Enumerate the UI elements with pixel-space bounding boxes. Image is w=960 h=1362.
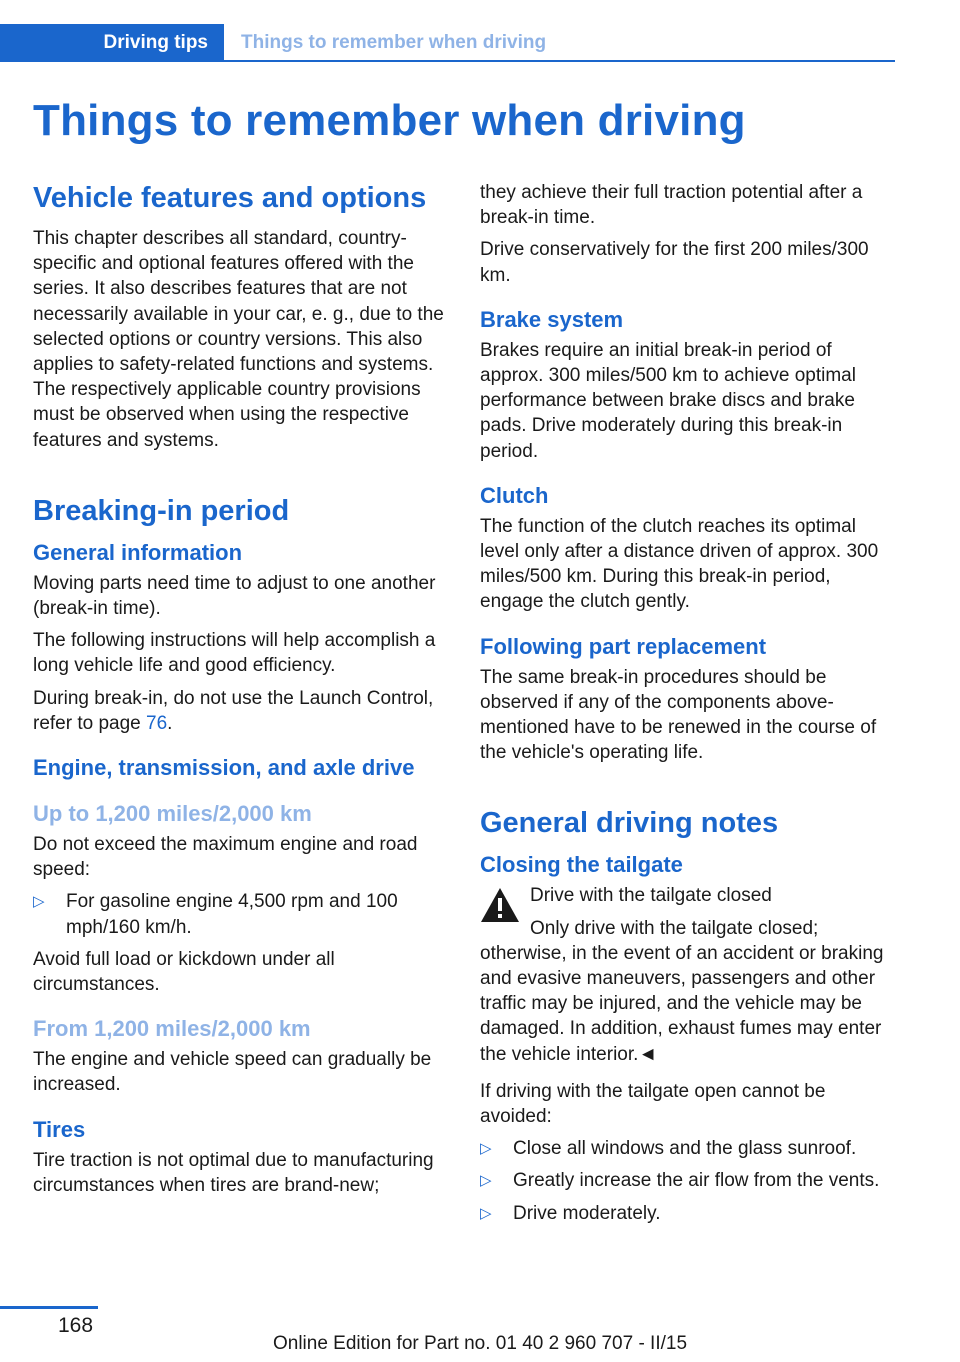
section-heading-breaking-in: Breaking-in period — [33, 494, 290, 527]
left-column — [33, 180, 451, 1205]
page-number: 168 — [58, 1314, 94, 1337]
subheading-brake-system: Brake system — [480, 306, 624, 332]
general-info-p3 — [33, 686, 451, 736]
edition-footer: Online Edition for Part no. 01 40 2 960 707 - II/15 — [272, 1333, 688, 1354]
bullet-text: Close all windows and the glass sunroof. — [513, 1138, 857, 1160]
tires-text: Tire traction is not optimal due to manufacturing circumstances when tires are brand-new; — [33, 1149, 434, 1196]
right-column — [480, 180, 898, 1233]
subheading-tires: Tires — [33, 1116, 86, 1142]
triangle-right-icon: ▷ — [480, 1140, 492, 1158]
replacement-text: The same break-in procedures should be observed if any of the components above-mentioned have to be renewed in the course of the vehicle's operating life. — [480, 666, 877, 764]
tailgate-bullet-list — [480, 1136, 898, 1226]
warning-title: Drive with the tailgate closed — [530, 885, 772, 907]
period: . — [167, 712, 173, 734]
subheading-up-to-1200: Up to 1,200 miles/2,000 km — [33, 801, 312, 827]
subheading-closing-tailgate: Closing the tailgate — [480, 852, 683, 878]
brake-text: Brakes require an initial break-in period of approx. 300 miles/500 km to achieve optimal performance between brake discs and brake pads. Drive moderately during this break-in period. — [480, 339, 856, 462]
subheading-from-1200: From 1,200 miles/2,000 km — [33, 1016, 311, 1042]
warning-triangle-icon — [480, 887, 520, 923]
launch-control-text: During break-in, do not use the Launch Control, refer to page — [33, 687, 434, 734]
breadcrumb[interactable]: Things to remember when driving — [241, 32, 547, 53]
bullet-text: Greatly increase the air flow from the vents. — [513, 1170, 880, 1192]
general-info-p1: Moving parts need time to adjust to one another (break-in time). — [33, 572, 436, 620]
header-underline — [0, 60, 895, 62]
header-bar — [0, 24, 895, 62]
page-title: Things to remember when driving — [33, 96, 746, 145]
tires-drive-text: Drive conservatively for the first 200 miles/300 km. — [480, 239, 869, 286]
subheading-engine-transmission: Engine, transmission, and axle drive — [33, 755, 415, 781]
general-info-p2: The following instructions will help accomplish a long vehicle life and good efficiency. — [33, 630, 436, 677]
warning-block — [480, 883, 898, 908]
bullet-text: Drive moderately. — [513, 1202, 661, 1224]
footer-line — [0, 1306, 98, 1309]
subheading-clutch: Clutch — [480, 482, 549, 508]
clutch-text: The function of the clutch reaches its optimal level only after a distance driven of approx. 300 miles/500 km. During this break-in period, engage the clutch gently. — [480, 515, 879, 613]
list-item — [480, 1136, 898, 1161]
upto-bullet-list — [33, 889, 451, 939]
list-item — [33, 889, 451, 939]
page-link-76[interactable]: 76 — [146, 712, 168, 734]
list-item — [480, 1168, 898, 1193]
tab-driving-tips[interactable]: Driving tips — [0, 24, 224, 62]
subheading-general-information: General information — [33, 539, 243, 565]
upto-text: Do not exceed the maximum engine and road speed: — [33, 834, 418, 881]
triangle-right-icon: ▷ — [480, 1172, 492, 1190]
from-text: The engine and vehicle speed can gradually be increased. — [33, 1049, 432, 1096]
tires-continued-text: they achieve their full traction potential after a break-in time. — [480, 182, 863, 229]
subheading-part-replacement: Following part replacement — [480, 633, 767, 659]
upto-after-text: Avoid full load or kickdown under all circumstances. — [33, 948, 335, 996]
triangle-right-icon: ▷ — [480, 1204, 492, 1222]
triangle-right-icon: ▷ — [33, 893, 45, 911]
section-heading-general-driving: General driving notes — [480, 807, 779, 840]
vehicle-features-text: This chapter describes all standard, country-specific and optional features offered with the series. It also describes features that are not necessarily available in your car, e. g., due to the selected options or country versions. This also applies to safety-related functions and systems. The respectively applicable country provisions must be observed when using the respective features and systems. — [33, 228, 444, 451]
tailgate-open-intro: If driving with the tailgate open cannot be avoided: — [480, 1080, 826, 1128]
bullet-text: For gasoline engine 4,500 rpm and 100 mph/160 km/h. — [66, 891, 398, 938]
warning-text: Only drive with the tailgate closed; otherwise, in the event of an accident or braking and evasive maneuvers, passengers and other traffic may be injured, and the vehicle may be damaged. In addition, exhaust fumes may enter the vehicle interior.◄ — [480, 917, 884, 1065]
list-item — [480, 1201, 898, 1226]
section-heading-vehicle-features: Vehicle features and options — [33, 182, 427, 214]
